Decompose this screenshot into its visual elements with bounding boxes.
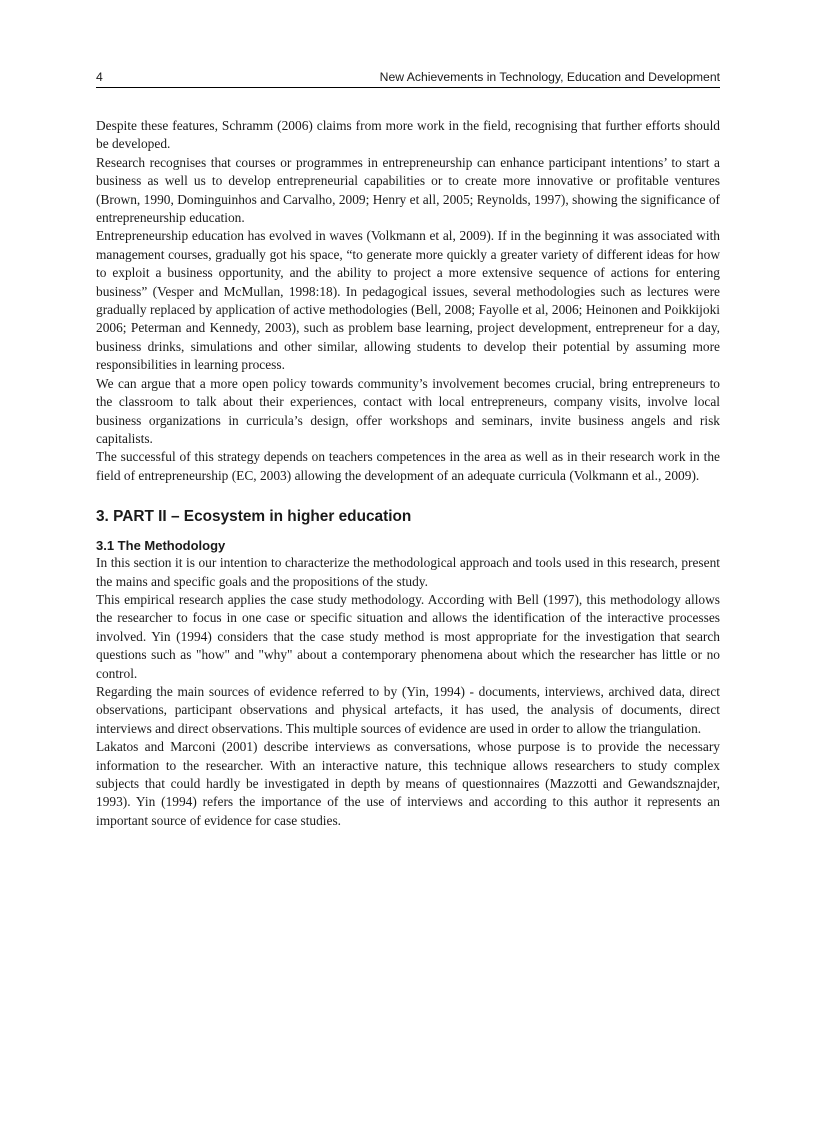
body-paragraph: Lakatos and Marconi (2001) describe interviews as conversations, whose purpose is to provide the necessary information to the researcher. With an interactive nature, this technique allows researchers to study complex subjects that could hardly be investigated in depth by means of questionnaires (Mazzotti and Gewandsznajder, 1993). Yin (1994) refers the importance of the use of interviews and according to this author it represents an important source of evidence for case studies. [96, 739, 720, 828]
subsection-heading: 3.1 The Methodology [96, 538, 226, 554]
body-paragraph: Research recognises that courses or programmes in entrepreneurship can enhance participant intentions’ to start a business as well us to develop entrepreneurial capabilities or to create more innovative or profitable ventures (Brown, 1990, Dominguinhos and Carvalho, 2009; Henry et all, 2005; Reynolds, 1997), showing the significance of entrepreneurship education. [96, 154, 720, 226]
body-paragraph: In this section it is our intention to characterize the methodological approach and tools used in this research, present the mains and specific goals and the propositions of the study. [96, 555, 720, 589]
running-title: New Achievements in Technology, Education and Development [379, 70, 720, 84]
body-paragraph: Despite these features, Schramm (2006) claims from more work in the field, recognising that further efforts should be developed. [96, 118, 720, 152]
section-heading: 3. PART II – Ecosystem in higher education [96, 508, 412, 526]
page-number: 4 [96, 70, 103, 84]
body-paragraph: We can argue that a more open policy towards community’s involvement becomes crucial, bring entrepreneurs to the classroom to talk about their experiences, contact with local entrepreneurs, company visits, involve local business organizations in curricula’s design, offer workshops and seminars, invite business angels and risk capitalists. [96, 375, 720, 446]
running-header [96, 70, 720, 88]
body-paragraph: Regarding the main sources of evidence referred to by (Yin, 1994) - documents, interviews, archived data, direct observations, participant observations and physical artefacts, it has used, the analysis of documents, direct interviews and direct observations. This multiple sources of evidence are used in order to allow the triangulation. [96, 683, 720, 736]
page-body [96, 117, 720, 830]
body-paragraph: Entrepreneurship education has evolved in waves (Volkmann et al, 2009). If in the beginning it was associated with management courses, gradually got his space, “to generate more quickly a greater variety of different ideas for how to exploit a business opportunity, and the ability to project a more extensive sequence of actions for entering business” (Vesper and McMullan, 1998:18). In pedagogical issues, several methodologies such as lectures were gradually replaced by application of active methodologies (Bell, 2008; Fayolle et al, 2006; Heinonen and Poikkijoki 2006; Peterman and Kennedy, 2003), such as problem base learning, project development, entrepreneur for a day, business drinks, simulations and other similar, allowing students to develop their potential by assuming more responsibilities in learning process. [96, 228, 720, 373]
body-paragraph: This empirical research applies the case study methodology. According with Bell (1997), this methodology allows the researcher to focus in one case or specific situation and allows the identification of the interactive processes involved. Yin (1994) considers that the case study method is most appropriate for the investigation that search questions such as "how" and "why" about a contemporary phenomena about which the researcher has little or no control. [96, 591, 720, 681]
body-paragraph: The successful of this strategy depends on teachers competences in the area as well as in their research work in the field of entrepreneurship (EC, 2003) allowing the development of an adequate curricula (Volkmann et al., 2009). [96, 449, 720, 483]
